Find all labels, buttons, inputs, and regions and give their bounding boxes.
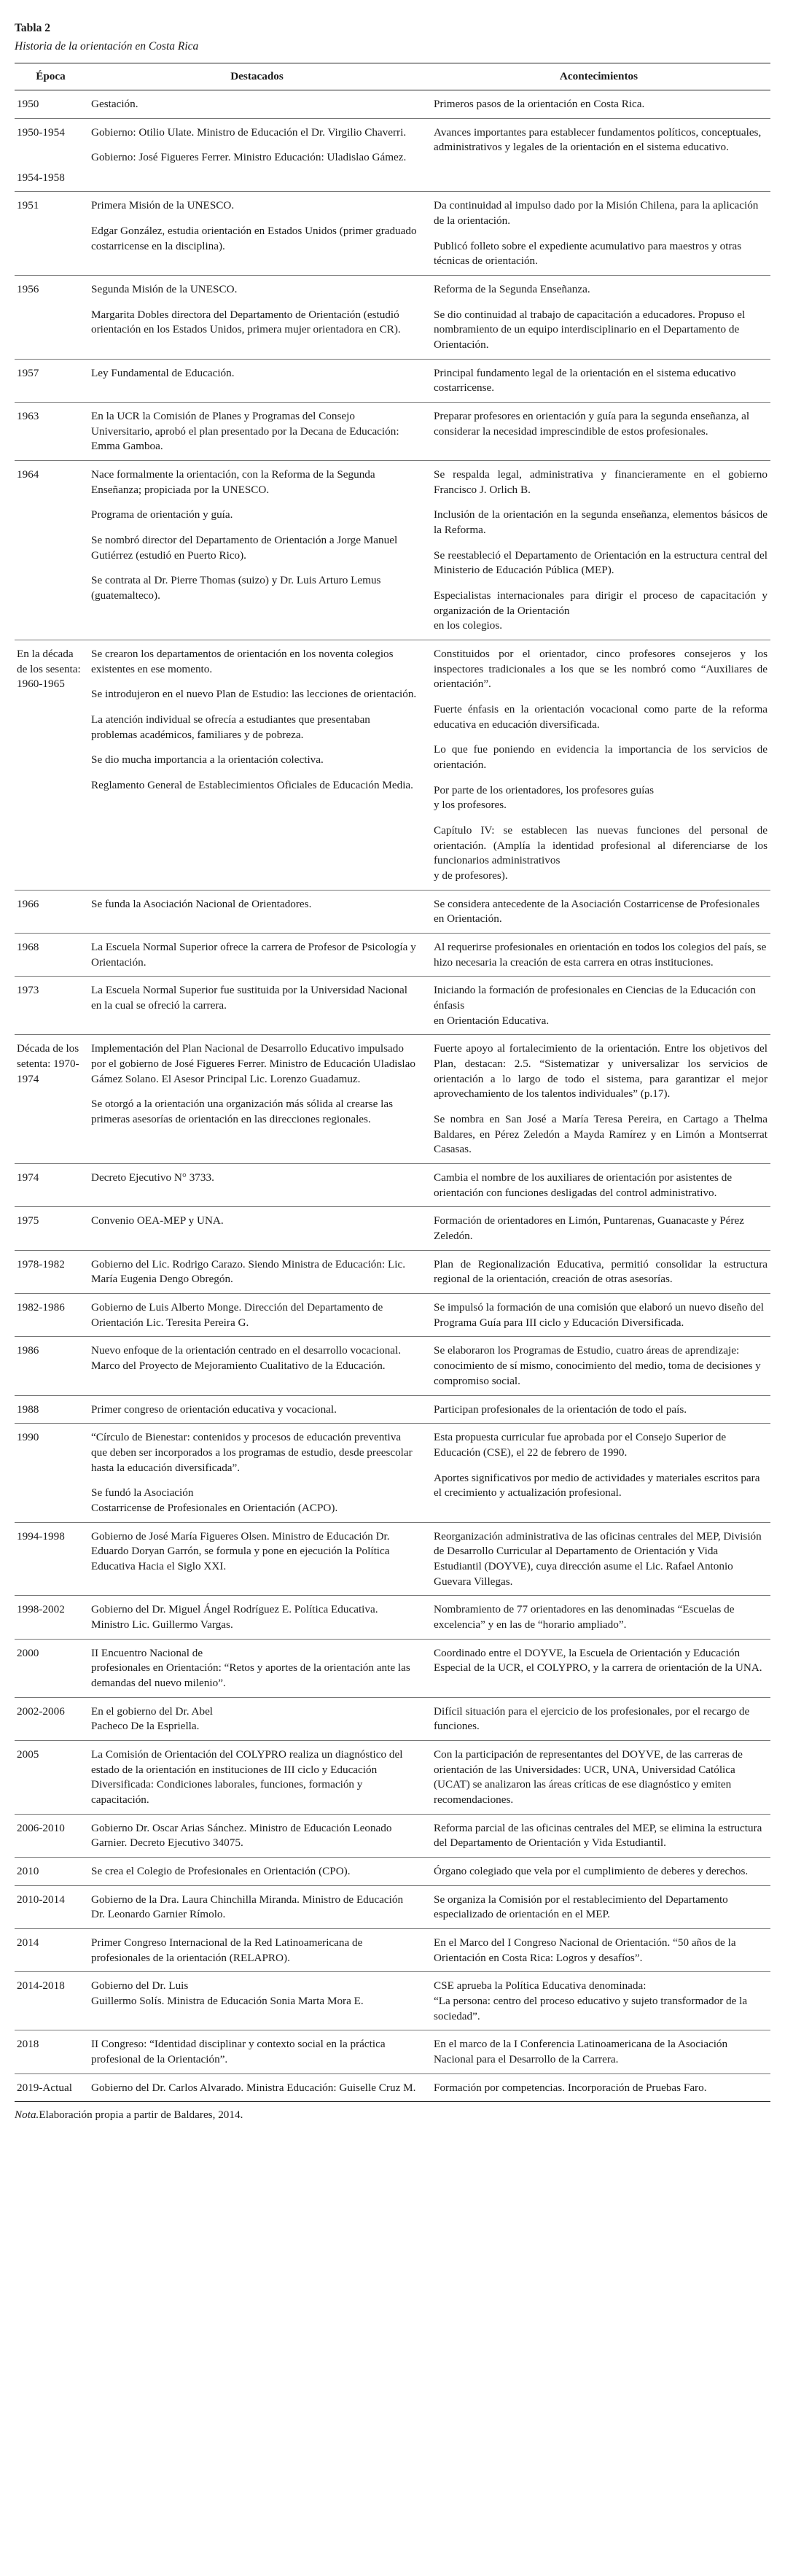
epoch-cell: [15, 640, 87, 890]
epoch-text: 1978-1982: [17, 1257, 65, 1270]
epoch-text: 1950: [17, 97, 39, 110]
destacados-cell: [87, 275, 427, 359]
table-row: [15, 1857, 770, 1885]
acontecimientos-paragraph: Publicó folleto sobre el expediente acumulativo para maestros y otras técnicas de orientación.: [434, 239, 742, 268]
acontecimientos-cell: [427, 1639, 770, 1697]
destacados-paragraph: Gobierno: Otilio Ulate. Ministro de Educación el Dr. Virgilio Chaverri.: [91, 125, 407, 139]
epoch-cell: [15, 1928, 87, 1971]
destacados-paragraph: Se crea el Colegio de Profesionales en Orientación (CPO).: [91, 1864, 351, 1877]
epoch-cell: [15, 90, 87, 118]
table-row: [15, 934, 770, 977]
acontecimientos-cell: [427, 1337, 770, 1395]
epoch-cell: [15, 275, 87, 359]
destacados-paragraph: La atención individual se ofrecía a estudiantes que presentaban problemas académicos, familiares y de pobreza.: [91, 713, 370, 741]
acontecimientos-cell: [427, 2073, 770, 2102]
destacados-paragraph: La Escuela Normal Superior fue sustituida por la Universidad Nacional en la cual se ofreció la carrera.: [91, 984, 407, 1012]
acontecimientos-paragraph: Principal fundamento legal de la orientación en el sistema educativo costarricense.: [434, 366, 736, 395]
acontecimientos-cell: [427, 118, 770, 192]
destacados-paragraph: Nace formalmente la orientación, con la Reforma de la Segunda Enseñanza; propiciada por la UNESCO.: [91, 468, 375, 496]
table-row: [15, 2073, 770, 2102]
destacados-paragraph: La Comisión de Orientación del COLYPRO realiza un diagnóstico del estado de la orientación en instituciones de III ciclo y Educación Diversificada: Condiciones laborales, funciones, formación y capacitación.: [91, 1747, 403, 1806]
acontecimientos-paragraph: Lo que fue poniendo en evidencia la importancia de los servicios de orientación.: [434, 743, 768, 771]
epoch-text: 1957: [17, 366, 39, 379]
acontecimientos-paragraph: Nombramiento de 77 orientadores en las denominadas “Escuelas de excelencia” y en las de “horario ampliado”.: [434, 1603, 735, 1631]
epoch-text: 2000: [17, 1646, 39, 1659]
epoch-text: 1966: [17, 897, 39, 910]
destacados-cell: [87, 1424, 427, 1522]
destacados-paragraph: Reglamento General de Establecimientos Oficiales de Educación Media.: [91, 779, 413, 791]
acontecimientos-paragraph: Cambia el nombre de los auxiliares de orientación por asistentes de orientación con funciones desligadas del control administrativo.: [434, 1171, 733, 1199]
note-label: Nota.: [15, 2108, 39, 2122]
epoch-cell: [15, 1740, 87, 1814]
epoch-text: 1982-1986: [17, 1301, 65, 1314]
destacados-cell: [87, 192, 427, 276]
destacados-cell: [87, 934, 427, 977]
destacados-paragraph: Se dio mucha importancia a la orientación colectiva.: [91, 753, 324, 767]
acontecimientos-cell: [427, 1697, 770, 1740]
acontecimientos-paragraph: Reforma de la Segunda Enseñanza.: [434, 282, 590, 295]
table-row: [15, 1294, 770, 1337]
destacados-cell: [87, 640, 427, 890]
destacados-paragraph: Se nombró director del Departamento de Orientación a Jorge Manuel Gutiérrez (estudió en Puerto Rico).: [91, 533, 398, 562]
acontecimientos-paragraph: Plan de Regionalización Educativa, permitió consolidar la estructura regional de la orientación, creación de otras asesorías.: [434, 1257, 768, 1286]
table-row: [15, 1972, 770, 2030]
epoch-cell: [15, 1885, 87, 1928]
epoch-cell: [15, 1164, 87, 1207]
acontecimientos-cell: [427, 1814, 770, 1857]
epoch-text: 2006-2010: [17, 1821, 65, 1834]
destacados-paragraph: Gobierno del Lic. Rodrigo Carazo. Siendo Ministra de Educación: Lic. María Eugenia Dengo Obregón.: [91, 1257, 406, 1286]
table-row: [15, 1639, 770, 1697]
epoch-text: 1950-1954 1954-1958: [17, 125, 65, 184]
destacados-paragraph: Se crearon los departamentos de orientación en los noventa colegios existentes en ese momento.: [91, 647, 394, 675]
acontecimientos-cell: [427, 1250, 770, 1293]
epoch-cell: [15, 977, 87, 1035]
acontecimientos-paragraph: Aportes significativos por medio de actividades y materiales escritos para el crecimiento y actualización profesional.: [434, 1471, 760, 1500]
epoch-text: 1998-2002: [17, 1603, 65, 1616]
acontecimientos-paragraph: Con la participación de representantes del DOYVE, de las carreras de orientación de las Universidades: UCR, UNA, Universidad Católica (UCAT) se analizaron las áreas críticas de ese diagnóstico y emiten recomendaciones.: [434, 1747, 743, 1806]
acontecimientos-paragraph: Se reestableció el Departamento de Orientación en la estructura central del Ministerio de Educación Pública (MEP).: [434, 548, 768, 577]
note-text: Elaboración propia a partir de Baldares, 2014.: [39, 2108, 243, 2122]
table-row: [15, 90, 770, 118]
acontecimientos-paragraph: Esta propuesta curricular fue aprobada por el Consejo Superior de Educación (CSE), el 22 de febrero de 1990.: [434, 1431, 727, 1459]
acontecimientos-cell: [427, 402, 770, 460]
destacados-paragraph: Primera Misión de la UNESCO.: [91, 199, 235, 212]
destacados-paragraph: Segunda Misión de la UNESCO.: [91, 282, 238, 295]
destacados-paragraph: Gobierno: José Figueres Ferrer. Ministro Educación: Uladislao Gámez.: [91, 151, 407, 164]
epoch-cell: [15, 1857, 87, 1885]
table-row: [15, 1740, 770, 1814]
acontecimientos-cell: [427, 460, 770, 640]
table-row: [15, 118, 770, 192]
acontecimientos-paragraph: Se elaboraron los Programas de Estudio, cuatro áreas de aprendizaje: conocimiento de sí mismo, conocimiento del medio, toma de decisiones y compromiso social.: [434, 1344, 761, 1387]
history-table: [15, 63, 770, 2102]
destacados-paragraph: II Congreso: “Identidad disciplinar y contexto social en la práctica profesional de la Orientación”.: [91, 2038, 386, 2065]
acontecimientos-cell: [427, 275, 770, 359]
acontecimientos-paragraph: En el Marco del I Congreso Nacional de Orientación. “50 años de la Orientación en Costa Rica: Logros y desafíos”.: [434, 1936, 736, 1964]
acontecimientos-paragraph: Preparar profesores en orientación y guía para la segunda enseñanza, al considerar la necesidad imprescindible de estos profesionales.: [434, 409, 750, 438]
epoch-text: 1956: [17, 282, 39, 295]
table-row: [15, 1395, 770, 1424]
acontecimientos-paragraph: Formación por competencias. Incorporación de Pruebas Faro.: [434, 2081, 707, 2094]
table-row: [15, 1250, 770, 1293]
acontecimientos-paragraph: Especialistas internacionales para dirigir el proceso de capacitación y organización de la Orientación en los colegios.: [434, 589, 768, 632]
table-row: [15, 890, 770, 933]
destacados-cell: [87, 977, 427, 1035]
table-row: [15, 1697, 770, 1740]
acontecimientos-paragraph: Se nombra en San José a María Teresa Pereira, en Cartago a Thelma Baldares, en Pérez Zeledón a Mayda Ramírez y en Limón a Montserrat Casasas.: [434, 1113, 768, 1156]
epoch-cell: [15, 1972, 87, 2030]
epoch-cell: [15, 1035, 87, 1164]
table-row: [15, 1522, 770, 1596]
epoch-text: 1994-1998: [17, 1529, 65, 1543]
epoch-text: 1975: [17, 1214, 39, 1227]
acontecimientos-paragraph: En el marco de la I Conferencia Latinoamericana de la Asociación Nacional para el Desarrollo de la Carrera.: [434, 2038, 728, 2065]
epoch-text: 1986: [17, 1344, 39, 1357]
acontecimientos-cell: [427, 90, 770, 118]
epoch-cell: [15, 359, 87, 402]
acontecimientos-paragraph: Formación de orientadores en Limón, Puntarenas, Guanacaste y Pérez Zeledón.: [434, 1214, 744, 1243]
table-row: [15, 192, 770, 276]
epoch-cell: [15, 192, 87, 276]
destacados-paragraph: La Escuela Normal Superior ofrece la carrera de Profesor de Psicología y Orientación.: [91, 941, 416, 969]
destacados-cell: [87, 402, 427, 460]
destacados-paragraph: Gobierno Dr. Oscar Arias Sánchez. Ministro de Educación Leonado Garnier. Decreto Ejecutivo 34075.: [91, 1821, 392, 1850]
table-row: [15, 977, 770, 1035]
destacados-cell: [87, 1814, 427, 1857]
acontecimientos-cell: [427, 640, 770, 890]
destacados-cell: [87, 1928, 427, 1971]
epoch-text: 1990: [17, 1431, 39, 1444]
epoch-text: 2014: [17, 1936, 39, 1949]
table-row: [15, 402, 770, 460]
epoch-text: 1974: [17, 1171, 39, 1184]
acontecimientos-cell: [427, 934, 770, 977]
table-row: [15, 1424, 770, 1522]
destacados-cell: [87, 1337, 427, 1395]
acontecimientos-cell: [427, 1424, 770, 1522]
destacados-cell: [87, 90, 427, 118]
epoch-cell: [15, 1596, 87, 1639]
destacados-paragraph: Se funda la Asociación Nacional de Orientadores.: [91, 897, 312, 910]
epoch-cell: [15, 118, 87, 192]
destacados-paragraph: Gobierno de Luis Alberto Monge. Dirección del Departamento de Orientación Lic. Teresita Pereira G.: [91, 1301, 383, 1329]
epoch-cell: [15, 1207, 87, 1250]
acontecimientos-paragraph: Constituidos por el orientador, cinco profesores consejeros y los inspectores tradicionales a los que se les nombró como “Auxiliares de orientación”.: [434, 647, 768, 691]
destacados-paragraph: Se contrata al Dr. Pierre Thomas (suizo) y Dr. Luis Arturo Lemus (guatemalteco).: [91, 574, 381, 602]
destacados-paragraph: Gobierno del Dr. Miguel Ángel Rodríguez E. Política Educativa. Ministro Lic. Guillermo Vargas.: [91, 1603, 378, 1631]
destacados-cell: [87, 460, 427, 640]
table-header-row: [15, 63, 770, 90]
table-row: [15, 1164, 770, 1207]
destacados-cell: [87, 118, 427, 192]
acontecimientos-cell: [427, 1207, 770, 1250]
destacados-paragraph: Convenio OEA-MEP y UNA.: [91, 1214, 224, 1227]
acontecimientos-paragraph: Reorganización administrativa de las oficinas centrales del MEP, División de Desarrollo Curricular al Departamento de Orientación y Vida Estudiantil (DOYVE), cuya dirección asume el Lic. Rafael Antonio Guevara Villegas.: [434, 1529, 762, 1588]
destacados-paragraph: Se introdujeron en el nuevo Plan de Estudio: las lecciones de orientación.: [91, 688, 417, 701]
destacados-cell: [87, 359, 427, 402]
epoch-text: 2002-2006: [17, 1704, 65, 1718]
acontecimientos-cell: [427, 192, 770, 276]
epoch-text: 2014-2018: [17, 1979, 65, 1993]
acontecimientos-cell: [427, 2030, 770, 2073]
destacados-paragraph: Gobierno del Dr. Luis Guillermo Solís. Ministra de Educación Sonia Marta Mora E.: [91, 1979, 364, 2007]
acontecimientos-paragraph: Coordinado entre el DOYVE, la Escuela de Orientación y Educación Especial de la UCR, el COLYPRO, y la carrera de orientación de la UNA.: [434, 1646, 762, 1675]
epoch-text: 2018: [17, 2038, 39, 2051]
table-row: [15, 1928, 770, 1971]
acontecimientos-cell: [427, 1164, 770, 1207]
acontecimientos-paragraph: Iniciando la formación de profesionales en Ciencias de la Educación con énfasis en Orientación Educativa.: [434, 984, 756, 1027]
destacados-cell: [87, 1294, 427, 1337]
destacados-paragraph: Gestación.: [91, 97, 138, 110]
epoch-text: 2019-Actual: [17, 2081, 72, 2094]
destacados-paragraph: Ley Fundamental de Educación.: [91, 366, 235, 379]
table-row: [15, 1337, 770, 1395]
epoch-cell: [15, 1395, 87, 1424]
destacados-cell: [87, 2073, 427, 2102]
acontecimientos-paragraph: Participan profesionales de la orientación de todo el país.: [434, 1403, 687, 1416]
epoch-text: 2005: [17, 1747, 39, 1761]
acontecimientos-cell: [427, 890, 770, 933]
destacados-cell: [87, 1697, 427, 1740]
epoch-text: 1951: [17, 199, 39, 212]
epoch-text: 2010: [17, 1864, 39, 1877]
destacados-paragraph: Programa de orientación y guía.: [91, 508, 233, 521]
destacados-paragraph: En la UCR la Comisión de Planes y Programas del Consejo Universitario, aprobó el plan presentado por la Decana de Educación: Emma Gamboa.: [91, 409, 399, 453]
acontecimientos-cell: [427, 1885, 770, 1928]
destacados-paragraph: En el gobierno del Dr. Abel Pacheco De la Espriella.: [91, 1704, 214, 1733]
table-note: [15, 2108, 770, 2123]
destacados-cell: [87, 890, 427, 933]
acontecimientos-paragraph: Órgano colegiado que vela por el cumplimiento de deberes y derechos.: [434, 1864, 749, 1877]
acontecimientos-paragraph: Capítulo IV: se establecen las nuevas funciones del personal de orientación. (Amplía la identidad profesional al diferenciarse de los funcionarios administrativos y de profesores).: [434, 824, 768, 882]
acontecimientos-cell: [427, 1972, 770, 2030]
destacados-paragraph: Gobierno de la Dra. Laura Chinchilla Miranda. Ministro de Educación Dr. Leonardo Garnier Rímolo.: [91, 1893, 404, 1921]
acontecimientos-paragraph: Se considera antecedente de la Asociación Costarricense de Profesionales en Orientación.: [434, 897, 760, 926]
epoch-text: 2010-2014: [17, 1893, 65, 1906]
acontecimientos-paragraph: Se dio continuidad al trabajo de capacitación a educadores. Propuso el nombramiento de un equipo interdisciplinario en el Departamento de Orientación.: [434, 308, 746, 351]
table-row: [15, 1207, 770, 1250]
acontecimientos-cell: [427, 1395, 770, 1424]
acontecimientos-cell: [427, 359, 770, 402]
destacados-cell: [87, 1972, 427, 2030]
acontecimientos-paragraph: Difícil situación para el ejercicio de los profesionales, por el recargo de funciones.: [434, 1704, 750, 1733]
acontecimientos-cell: [427, 1740, 770, 1814]
table-row: [15, 1035, 770, 1164]
destacados-paragraph: Primer Congreso Internacional de la Red Latinoamericana de profesionales de la orientación (RELAPRO).: [91, 1936, 363, 1964]
acontecimientos-paragraph: Da continuidad al impulso dado por la Misión Chilena, para la aplicación de la orientación.: [434, 199, 759, 227]
epoch-cell: [15, 402, 87, 460]
destacados-cell: [87, 1740, 427, 1814]
epoch-cell: [15, 1337, 87, 1395]
acontecimientos-paragraph: Al requerirse profesionales en orientación en todos los colegios del país, se hizo necesaria la creación de esta carrera en otras instituciones.: [434, 941, 767, 969]
table-label: Tabla 2: [15, 22, 50, 34]
destacados-cell: [87, 1164, 427, 1207]
destacados-paragraph: “Círculo de Bienestar: contenidos y procesos de educación preventiva que deben ser incorporados a los programas de estudio, desde preescolar hasta la educación diversificada”.: [91, 1431, 413, 1474]
epoch-cell: [15, 890, 87, 933]
epoch-text: 1963: [17, 409, 39, 422]
destacados-cell: [87, 1857, 427, 1885]
acontecimientos-paragraph: Se respalda legal, administrativa y financieramente en el gobierno Francisco J. Orlich B.: [434, 468, 768, 496]
destacados-cell: [87, 1395, 427, 1424]
destacados-paragraph: Nuevo enfoque de la orientación centrado en el desarrollo vocacional. Marco del Proyecto de Mejoramiento Cualitativo de la Educación.: [91, 1344, 402, 1373]
epoch-cell: [15, 460, 87, 640]
table-row: [15, 640, 770, 890]
destacados-paragraph: Margarita Dobles directora del Departamento de Orientación (estudió orientación en los Estados Unidos, primera mujer orientadora en CR).: [91, 308, 401, 336]
acontecimientos-paragraph: CSE aprueba la Política Educativa denominada: “La persona: centro del proceso educativo y sujeto transformador de la sociedad”.: [434, 1979, 748, 2022]
destacados-paragraph: Implementación del Plan Nacional de Desarrollo Educativo impulsado por el gobierno de José Figueres Ferrer. Ministro de Educación Uladislao Gámez Solano. El Asesor Principal Lic. Lorenzo Guadamuz.: [91, 1042, 415, 1085]
header-acontecimientos: Acontecimientos: [427, 63, 770, 90]
acontecimientos-cell: [427, 1294, 770, 1337]
acontecimientos-paragraph: Se impulsó la formación de una comisión que elaboró un nuevo diseño del Programa Guía para III ciclo y Educación Diversificada.: [434, 1301, 764, 1329]
destacados-paragraph: Primer congreso de orientación educativa y vocacional.: [91, 1403, 337, 1416]
epoch-cell: [15, 1697, 87, 1740]
epoch-cell: [15, 2030, 87, 2073]
destacados-paragraph: II Encuentro Nacional de profesionales en Orientación: “Retos y aportes de la orientación ante las demandas del nuevo milenio”.: [91, 1646, 410, 1689]
acontecimientos-cell: [427, 1857, 770, 1885]
table-row: [15, 460, 770, 640]
acontecimientos-paragraph: Fuerte énfasis en la orientación vocacional como parte de la reforma educativa en educación diversificada.: [434, 702, 768, 731]
destacados-cell: [87, 1250, 427, 1293]
acontecimientos-paragraph: Se organiza la Comisión por el restablecimiento del Departamento especializado de orientación en el MEP.: [434, 1893, 728, 1921]
table-row: [15, 2030, 770, 2073]
table-row: [15, 1596, 770, 1639]
acontecimientos-cell: [427, 1035, 770, 1164]
destacados-cell: [87, 1885, 427, 1928]
table-row: [15, 1814, 770, 1857]
destacados-paragraph: Decreto Ejecutivo N° 3733.: [91, 1171, 214, 1184]
destacados-paragraph: Se otorgó a la orientación una organización más sólida al crearse las primeras asesorías de orientación en las direcciones regionales.: [91, 1098, 393, 1126]
acontecimientos-paragraph: Reforma parcial de las oficinas centrales del MEP, se elimina la estructura del Departamento de Orientación y Vida Estudiantil.: [434, 1821, 762, 1850]
epoch-text: En la década de los sesenta: 1960-1965: [17, 647, 81, 691]
epoch-cell: [15, 1424, 87, 1522]
destacados-paragraph: Gobierno de José María Figueres Olsen. Ministro de Educación Dr. Eduardo Doryan Garrón, se formula y pone en ejecución la Política Educativa Hacia el Siglo XXI.: [91, 1529, 390, 1572]
table-row: [15, 275, 770, 359]
epoch-cell: [15, 1522, 87, 1596]
epoch-cell: [15, 1814, 87, 1857]
epoch-cell: [15, 934, 87, 977]
acontecimientos-paragraph: Primeros pasos de la orientación en Costa Rica.: [434, 97, 645, 110]
acontecimientos-paragraph: Fuerte apoyo al fortalecimiento de la orientación. Entre los objetivos del Plan, destacan: 2.5. “Sistematizar y universalizar los servicios de orientación a lo largo de todo el sistema, para garantizar el mejor aprovechamiento de los talentos individuales” (p.17).: [434, 1042, 768, 1101]
epoch-text: 1968: [17, 941, 39, 954]
epoch-text: 1973: [17, 984, 39, 997]
destacados-paragraph: Gobierno del Dr. Carlos Alvarado. Ministra Educación: Guiselle Cruz M.: [91, 2081, 416, 2094]
acontecimientos-cell: [427, 1928, 770, 1971]
destacados-cell: [87, 1596, 427, 1639]
epoch-cell: [15, 1294, 87, 1337]
destacados-paragraph: Edgar González, estudia orientación en Estados Unidos (primer graduado costarricense en la disciplina).: [91, 224, 417, 252]
table-body: [15, 90, 770, 2102]
acontecimientos-cell: [427, 977, 770, 1035]
destacados-cell: [87, 1207, 427, 1250]
acontecimientos-cell: [427, 1596, 770, 1639]
epoch-cell: [15, 1250, 87, 1293]
destacados-cell: [87, 1639, 427, 1697]
acontecimientos-paragraph: Inclusión de la orientación en la segunda enseñanza, elementos básicos de la Reforma.: [434, 508, 768, 536]
destacados-cell: [87, 1035, 427, 1164]
destacados-paragraph: Se fundó la Asociación Costarricense de Profesionales en Orientación (ACPO).: [91, 1486, 338, 1514]
header-epoca: Época: [15, 63, 87, 90]
table-title: Historia de la orientación en Costa Rica: [15, 40, 199, 53]
table-row: [15, 359, 770, 402]
header-destacados: Destacados: [87, 63, 427, 90]
table-row: [15, 1885, 770, 1928]
acontecimientos-cell: [427, 1522, 770, 1596]
destacados-cell: [87, 2030, 427, 2073]
epoch-text: Década de los setenta: 1970-1974: [17, 1042, 79, 1085]
epoch-cell: [15, 1639, 87, 1697]
acontecimientos-paragraph: Avances importantes para establecer fundamentos políticos, conceptuales, administrativos y legales de la orientación en el sistema educativo.: [434, 125, 762, 154]
acontecimientos-paragraph: Por parte de los orientadores, los profesores guías y los profesores.: [434, 783, 654, 812]
destacados-cell: [87, 1522, 427, 1596]
epoch-cell: [15, 2073, 87, 2102]
epoch-text: 1988: [17, 1403, 39, 1416]
epoch-text: 1964: [17, 468, 39, 481]
